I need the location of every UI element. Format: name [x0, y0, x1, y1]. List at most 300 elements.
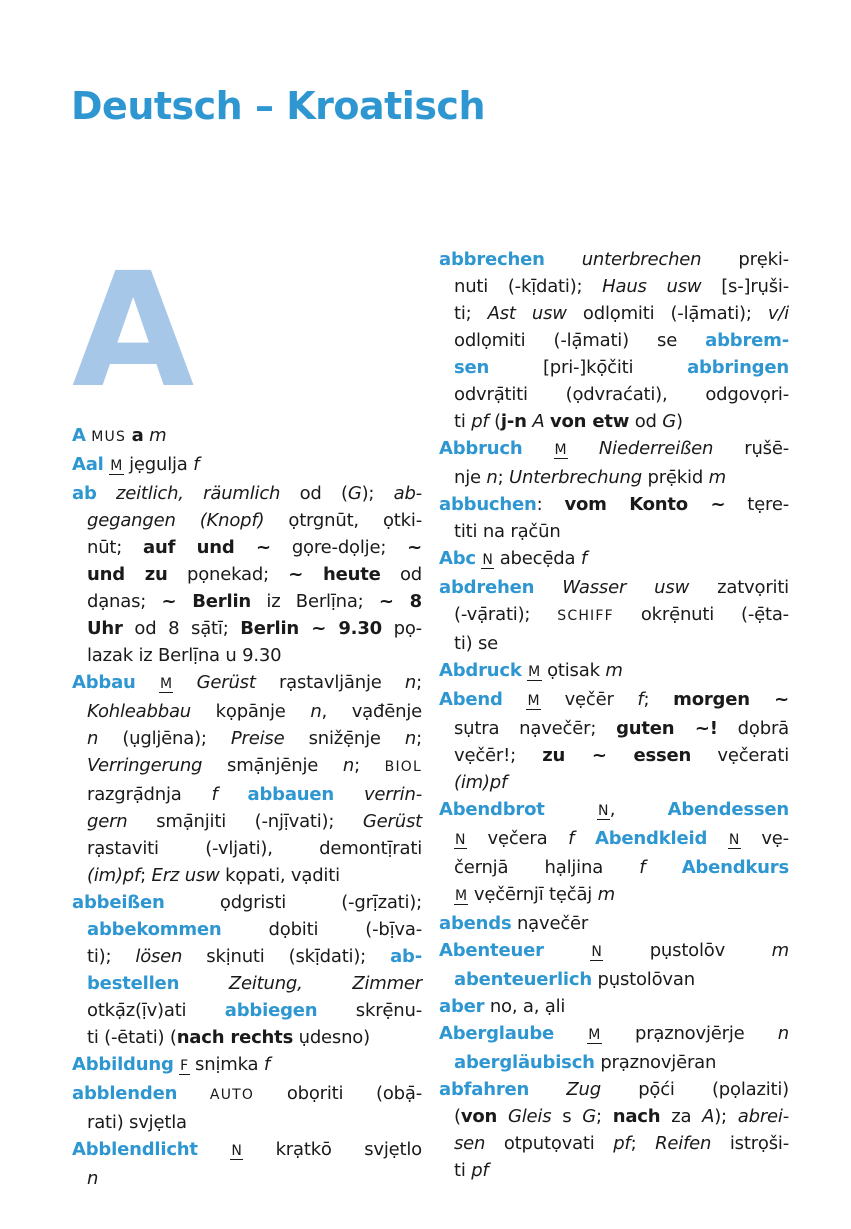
dictionary-body: [72, 239, 790, 1192]
italic-gloss: f: [263, 1054, 270, 1075]
entry-line: [72, 507, 422, 534]
entry-line: [439, 910, 789, 937]
italic-gloss: f: [639, 857, 646, 878]
entry-line: [439, 657, 789, 686]
bold-phrase: guten ~!: [616, 718, 718, 739]
entry-line: [439, 354, 789, 381]
entry-line: [72, 1024, 422, 1051]
entry-line: [72, 970, 422, 997]
headword: Abendessen: [667, 799, 789, 820]
entry-line: [72, 698, 422, 725]
text-run: pọ-: [381, 618, 422, 639]
entry-line: [72, 451, 422, 480]
text-run: nje: [454, 467, 487, 488]
text-run: od (: [280, 483, 348, 504]
text-run: rạstaviti (-vljati), demontị̄rati: [87, 838, 422, 859]
bold-phrase: von etw: [549, 411, 630, 432]
headword: abbuchen: [439, 494, 537, 515]
text-run: ;: [140, 865, 152, 886]
text-run: [554, 1023, 587, 1044]
bold-phrase: von: [460, 1106, 498, 1127]
text-run: vẹčerati: [691, 745, 789, 766]
headword: abbauen: [247, 784, 335, 805]
column-lines-left: [72, 422, 422, 1192]
italic-gloss: m: [597, 884, 615, 905]
entry-line: [72, 889, 422, 916]
text-run: razgrạ̄dnja: [87, 784, 212, 805]
entry-line: [439, 937, 789, 966]
text-run: od 8 sạ̄tī;: [122, 618, 241, 639]
text-run: tẹre-: [725, 494, 789, 515]
text-run: [534, 577, 562, 598]
text-run: vẹ-: [740, 828, 789, 849]
headword: abenteuerlich: [454, 969, 592, 990]
text-run: abecẹ̄da: [494, 548, 581, 569]
italic-gloss: gern: [87, 811, 128, 832]
headword: Aberglaube: [439, 1023, 555, 1044]
italic-gloss: pf: [613, 1133, 631, 1154]
bold-phrase: nach: [612, 1106, 661, 1127]
headword: ab-: [390, 946, 422, 967]
gender-label: M: [588, 1027, 601, 1043]
entry-line: [439, 630, 789, 657]
text-run: vẹčērnjī tẹčāj: [468, 884, 598, 905]
entry-line: [439, 246, 789, 273]
text-run: [529, 1079, 566, 1100]
text-run: ;: [354, 755, 385, 776]
gender-label: M: [455, 888, 468, 904]
text-run: [179, 973, 229, 994]
gender-label: M: [528, 664, 541, 680]
headword: aber: [439, 996, 485, 1017]
text-run: [522, 438, 553, 459]
headword: abergläubisch: [454, 1052, 595, 1073]
italic-gloss: f: [568, 828, 575, 849]
text-run: snịmka: [189, 1054, 264, 1075]
bold-phrase: Uhr: [87, 618, 123, 639]
text-run: okrẹ̄nuti (-ẹ̄ta-: [613, 604, 789, 625]
entry-line: [72, 669, 422, 698]
text-run: ọtisak: [541, 660, 606, 681]
italic-gloss: Haus usw: [602, 276, 702, 297]
italic-gloss: n: [404, 728, 417, 749]
gender-label: M: [159, 676, 173, 692]
entry-line: [72, 534, 422, 561]
text-run: sụtra nạvečēr;: [454, 718, 617, 739]
italic-gloss: pf: [471, 411, 489, 432]
italic-gloss: Zug: [566, 1079, 601, 1100]
text-run: dạnas;: [87, 591, 162, 612]
text-run: );: [361, 483, 394, 504]
text-run: [218, 784, 248, 805]
text-run: prạznovjēran: [594, 1052, 717, 1073]
text-run: [334, 784, 364, 805]
text-run: skịnuti (skị̄dati);: [182, 946, 391, 967]
headword: Abdruck: [439, 660, 522, 681]
headword: Abc: [439, 548, 476, 569]
entry-line: [439, 327, 789, 354]
text-run: od: [629, 411, 663, 432]
entry-line: [72, 916, 422, 943]
bold-phrase: ~: [407, 537, 422, 558]
text-run: [136, 672, 159, 693]
entry-line: [439, 574, 789, 601]
italic-gloss: pf: [471, 1160, 489, 1181]
entry-line: [439, 1103, 789, 1130]
entry-line: [72, 1080, 422, 1109]
entry-line: [72, 752, 422, 781]
headword: abdrehen: [439, 577, 535, 598]
text-run: pọnekad;: [167, 564, 289, 585]
text-run: pụstolōvan: [592, 969, 695, 990]
section-letter-dropcap: A: [72, 239, 195, 423]
text-run: ;: [416, 728, 422, 749]
text-run: [497, 1106, 508, 1127]
text-run: nạvečēr: [511, 913, 589, 934]
italic-gloss: n: [87, 1168, 99, 1189]
text-run: obọriti (obạ̄-: [254, 1083, 422, 1104]
italic-gloss: lösen: [135, 946, 183, 967]
text-run: ): [676, 411, 683, 432]
bold-phrase: ~ heute: [288, 564, 381, 585]
text-run: ti: [454, 411, 472, 432]
headword: abbeißen: [72, 892, 165, 913]
entry-line: [439, 1049, 789, 1076]
text-run: [545, 249, 582, 270]
italic-gloss: Wasser usw: [562, 577, 690, 598]
italic-gloss: n: [486, 467, 498, 488]
italic-gloss: n: [310, 701, 322, 722]
text-run: [645, 857, 681, 878]
text-run: [198, 1139, 231, 1160]
entry-line: [439, 273, 789, 300]
gender-label: N: [455, 832, 466, 848]
headword: abbiegen: [224, 1000, 318, 1021]
italic-gloss: sen: [454, 1133, 486, 1154]
italic-gloss: (im)pf: [87, 865, 141, 886]
entry-line: [439, 381, 789, 408]
headword: A: [72, 425, 86, 446]
gender-label: M: [554, 442, 567, 458]
entry-line: [72, 781, 422, 808]
italic-gloss: m: [605, 660, 623, 681]
headword: abblenden: [72, 1083, 178, 1104]
italic-gloss: n: [342, 755, 355, 776]
text-run: smạ̄njiti (-njị̄vati);: [127, 811, 363, 832]
text-run: dọbrā: [717, 718, 789, 739]
bold-phrase: Berlin ~ 9.30: [240, 618, 382, 639]
bold-phrase: a: [131, 425, 144, 446]
italic-gloss: ab-: [393, 483, 422, 504]
entry-line: [72, 862, 422, 889]
entry-line: [439, 1157, 789, 1184]
text-run: vẹčēr!;: [454, 745, 543, 766]
entry-line: [72, 588, 422, 615]
text-run: no, a, ạli: [484, 996, 566, 1017]
entry-line: [439, 464, 789, 491]
entry-line: [439, 854, 789, 881]
headword: Abbau: [72, 672, 136, 693]
text-run: ti) se: [454, 633, 499, 654]
text-run: (-vạ̄rati);: [454, 604, 558, 625]
text-run: (ụgljēna);: [98, 728, 231, 749]
text-run: titi na rạčūn: [454, 521, 561, 542]
italic-gloss: Kohleabbau: [87, 701, 191, 722]
text-run: skrẹ̄nu-: [317, 1000, 422, 1021]
italic-gloss: f: [211, 784, 218, 805]
headword: Abenteuer: [439, 940, 544, 961]
headword: abbrem-: [705, 330, 789, 351]
dictionary-column-right: [439, 246, 789, 1184]
italic-gloss: n: [404, 672, 417, 693]
entry-line: [72, 1136, 422, 1165]
page-title: Deutsch – Kroatisch: [71, 84, 486, 128]
text-run: lazak iz Berlị̄na u 9.30: [87, 645, 282, 666]
entry-line: [439, 1130, 789, 1157]
text-run: vẹčera: [466, 828, 569, 849]
headword: abbringen: [687, 357, 789, 378]
entry-line: [72, 725, 422, 752]
text-run: s: [551, 1106, 583, 1127]
headword: Abbruch: [439, 438, 523, 459]
italic-gloss: Verringerung: [87, 755, 203, 776]
text-run: odlọmiti (-lạ̄mati);: [566, 303, 768, 324]
dictionary-column-left: [72, 239, 423, 1192]
bold-phrase: vom Konto ~: [564, 494, 726, 515]
entry-line: [439, 769, 789, 796]
text-run: ;: [596, 1106, 613, 1127]
text-run: odvrạ̄titi (ọdvraćati), odgovọri-: [454, 384, 789, 405]
bold-phrase: ~ 8: [378, 591, 422, 612]
text-run: krạtkō svjẹtlo: [243, 1139, 422, 1160]
entry-line: [439, 491, 789, 518]
text-run: [544, 940, 591, 961]
text-run: [pri-]kọ̄čiti: [489, 357, 688, 378]
text-run: [707, 828, 728, 849]
text-run: [568, 438, 599, 459]
bold-phrase: ~ Berlin: [161, 591, 252, 612]
headword: abends: [439, 913, 512, 934]
italic-gloss: verrin-: [363, 784, 422, 805]
text-run: kọpānje: [190, 701, 311, 722]
text-run: rati) svjẹtla: [87, 1112, 187, 1133]
headword: Abbildung: [72, 1054, 174, 1075]
text-run: [574, 828, 595, 849]
italic-gloss: Gleis: [508, 1106, 552, 1127]
text-run: [503, 689, 527, 710]
headword: Abblendlicht: [72, 1139, 198, 1160]
headword: Aal: [72, 454, 104, 475]
entry-line: [72, 997, 422, 1024]
gender-label: N: [597, 803, 609, 819]
column-lines-right: [439, 246, 789, 1184]
italic-gloss: n: [87, 728, 99, 749]
text-run: ọdgristi (-grị̄zati);: [164, 892, 422, 913]
entry-line: [72, 808, 422, 835]
text-run: nuti (-kị̄dati);: [454, 276, 603, 297]
text-run: rạstavljānje: [255, 672, 405, 693]
text-run: [177, 1083, 210, 1104]
entry-line: [72, 1051, 422, 1080]
text-run: [97, 483, 116, 504]
entry-line: [72, 480, 422, 507]
entry-line: [439, 686, 789, 715]
bold-phrase: morgen ~: [673, 689, 789, 710]
entry-line: [72, 561, 422, 588]
text-run: istrọši-: [711, 1133, 789, 1154]
gender-label: N: [482, 552, 494, 568]
italic-gloss: m: [149, 425, 167, 446]
text-run: pụstolōv: [603, 940, 772, 961]
gender-label: N: [728, 832, 740, 848]
italic-gloss: zeitlich, räumlich: [116, 483, 281, 504]
headword: Abend: [439, 689, 503, 710]
text-run: otputọvati: [485, 1133, 614, 1154]
italic-gloss: Zeitung, Zimmer: [228, 973, 422, 994]
entry-line: [439, 518, 789, 545]
entry-line: [72, 615, 422, 642]
text-run: kọpati, vạditi: [219, 865, 340, 886]
italic-gloss: unterbrechen: [581, 249, 702, 270]
text-run: dọbiti (-bị̄va-: [221, 919, 422, 940]
text-run: zatvọriti: [689, 577, 789, 598]
entry-line: [72, 943, 422, 970]
entry-line: [439, 408, 789, 435]
text-run: od: [380, 564, 422, 585]
entry-line: [439, 545, 789, 574]
italic-gloss: v/i: [767, 303, 789, 324]
text-run: prẹki-: [701, 249, 789, 270]
text-run: iz Berlị̄na;: [251, 591, 379, 612]
entry-line: [72, 1165, 422, 1192]
entry-line: [439, 742, 789, 769]
entry-line: [439, 966, 789, 993]
italic-gloss: G: [582, 1106, 596, 1127]
text-run: odlọmiti (-lạ̄mati) se: [454, 330, 706, 351]
italic-gloss: f: [637, 689, 644, 710]
gender-label: N: [231, 1143, 243, 1159]
text-run: snižẹ̄nje: [284, 728, 405, 749]
text-run: ;: [497, 467, 510, 488]
text-run: :: [536, 494, 565, 515]
headword: abbekommen: [87, 919, 222, 940]
text-run: prạznovjērje: [601, 1023, 778, 1044]
italic-gloss: abrei-: [737, 1106, 789, 1127]
italic-gloss: Reifen: [655, 1133, 712, 1154]
text-run: ti);: [87, 946, 136, 967]
bold-phrase: nach rechts: [176, 1027, 294, 1048]
entry-line: [72, 422, 422, 451]
text-run: smạ̄njēnje: [202, 755, 343, 776]
text-run: ;: [630, 1133, 656, 1154]
italic-gloss: f: [580, 548, 587, 569]
text-run: jẹgulja: [123, 454, 194, 475]
subject-field-label: MUS: [91, 429, 127, 445]
headword: abfahren: [439, 1079, 530, 1100]
bold-phrase: zu ~ essen: [542, 745, 692, 766]
text-run: [545, 799, 597, 820]
headword: ab: [72, 483, 97, 504]
italic-gloss: m: [771, 940, 789, 961]
headword: Abendbrot: [439, 799, 545, 820]
entry-line: [439, 796, 789, 825]
headword: sen: [454, 357, 490, 378]
subject-field-label: BIOL: [384, 759, 423, 775]
text-run: ti;: [454, 303, 488, 324]
text-run: za: [660, 1106, 703, 1127]
entry-line: [72, 1109, 422, 1136]
text-run: černjā hạljina: [454, 857, 640, 878]
italic-gloss: f: [193, 454, 200, 475]
headword: Abendkurs: [681, 857, 789, 878]
text-run: ;: [416, 672, 422, 693]
subject-field-label: AUTO: [209, 1087, 255, 1103]
text-run: otkạ̄z(ị̄v)ati: [87, 1000, 225, 1021]
text-run: vẹčēr: [540, 689, 638, 710]
entry-line: [439, 1020, 789, 1049]
gender-label: F: [180, 1058, 189, 1074]
entry-line: [439, 881, 789, 910]
italic-gloss: (im)pf: [454, 772, 508, 793]
entry-line: [439, 1076, 789, 1103]
italic-gloss: gegangen (Knopf): [87, 510, 265, 531]
bold-phrase: j-n: [500, 411, 527, 432]
entry-line: [439, 715, 789, 742]
text-run: [173, 672, 196, 693]
entry-line: [72, 642, 422, 669]
gender-label: M: [527, 693, 540, 709]
italic-gloss: m: [708, 467, 726, 488]
text-run: [s-]rụši-: [701, 276, 789, 297]
headword: bestellen: [87, 973, 180, 994]
text-run: pọ̄ći (pọlaziti): [600, 1079, 789, 1100]
entry-line: [439, 435, 789, 464]
text-run: (: [454, 1106, 461, 1127]
entry-line: [72, 835, 422, 862]
entry-line: [439, 825, 789, 854]
bold-phrase: auf und ~: [143, 537, 271, 558]
italic-gloss: Unterbrechung: [509, 467, 642, 488]
gender-label: M: [110, 458, 123, 474]
text-run: , vạđēnje: [321, 701, 422, 722]
italic-gloss: A: [532, 411, 545, 432]
text-run: ,: [609, 799, 668, 820]
text-run: gọre-dọlje;: [270, 537, 408, 558]
italic-gloss: Ast usw: [487, 303, 567, 324]
italic-gloss: Preise: [230, 728, 285, 749]
headword: abbrechen: [439, 249, 545, 270]
text-run: nūt;: [87, 537, 144, 558]
entry-line: [439, 601, 789, 630]
text-run: (: [488, 411, 501, 432]
text-run: ụdesno): [293, 1027, 370, 1048]
text-run: ti: [454, 1160, 472, 1181]
text-run: ;: [643, 689, 674, 710]
italic-gloss: Erz usw: [151, 865, 220, 886]
subject-field-label: SCHIFF: [557, 608, 614, 624]
italic-gloss: G: [662, 411, 677, 432]
text-run: rụšē-: [713, 438, 790, 459]
text-run: ti (-ētati) (: [87, 1027, 177, 1048]
italic-gloss: Gerüst: [196, 672, 256, 693]
entry-line: [439, 993, 789, 1020]
bold-phrase: und zu: [87, 564, 168, 585]
italic-gloss: G: [347, 483, 362, 504]
text-run: prẹ̄kid: [641, 467, 709, 488]
italic-gloss: A: [702, 1106, 715, 1127]
headword: Abendkleid: [595, 828, 708, 849]
text-run: );: [714, 1106, 738, 1127]
